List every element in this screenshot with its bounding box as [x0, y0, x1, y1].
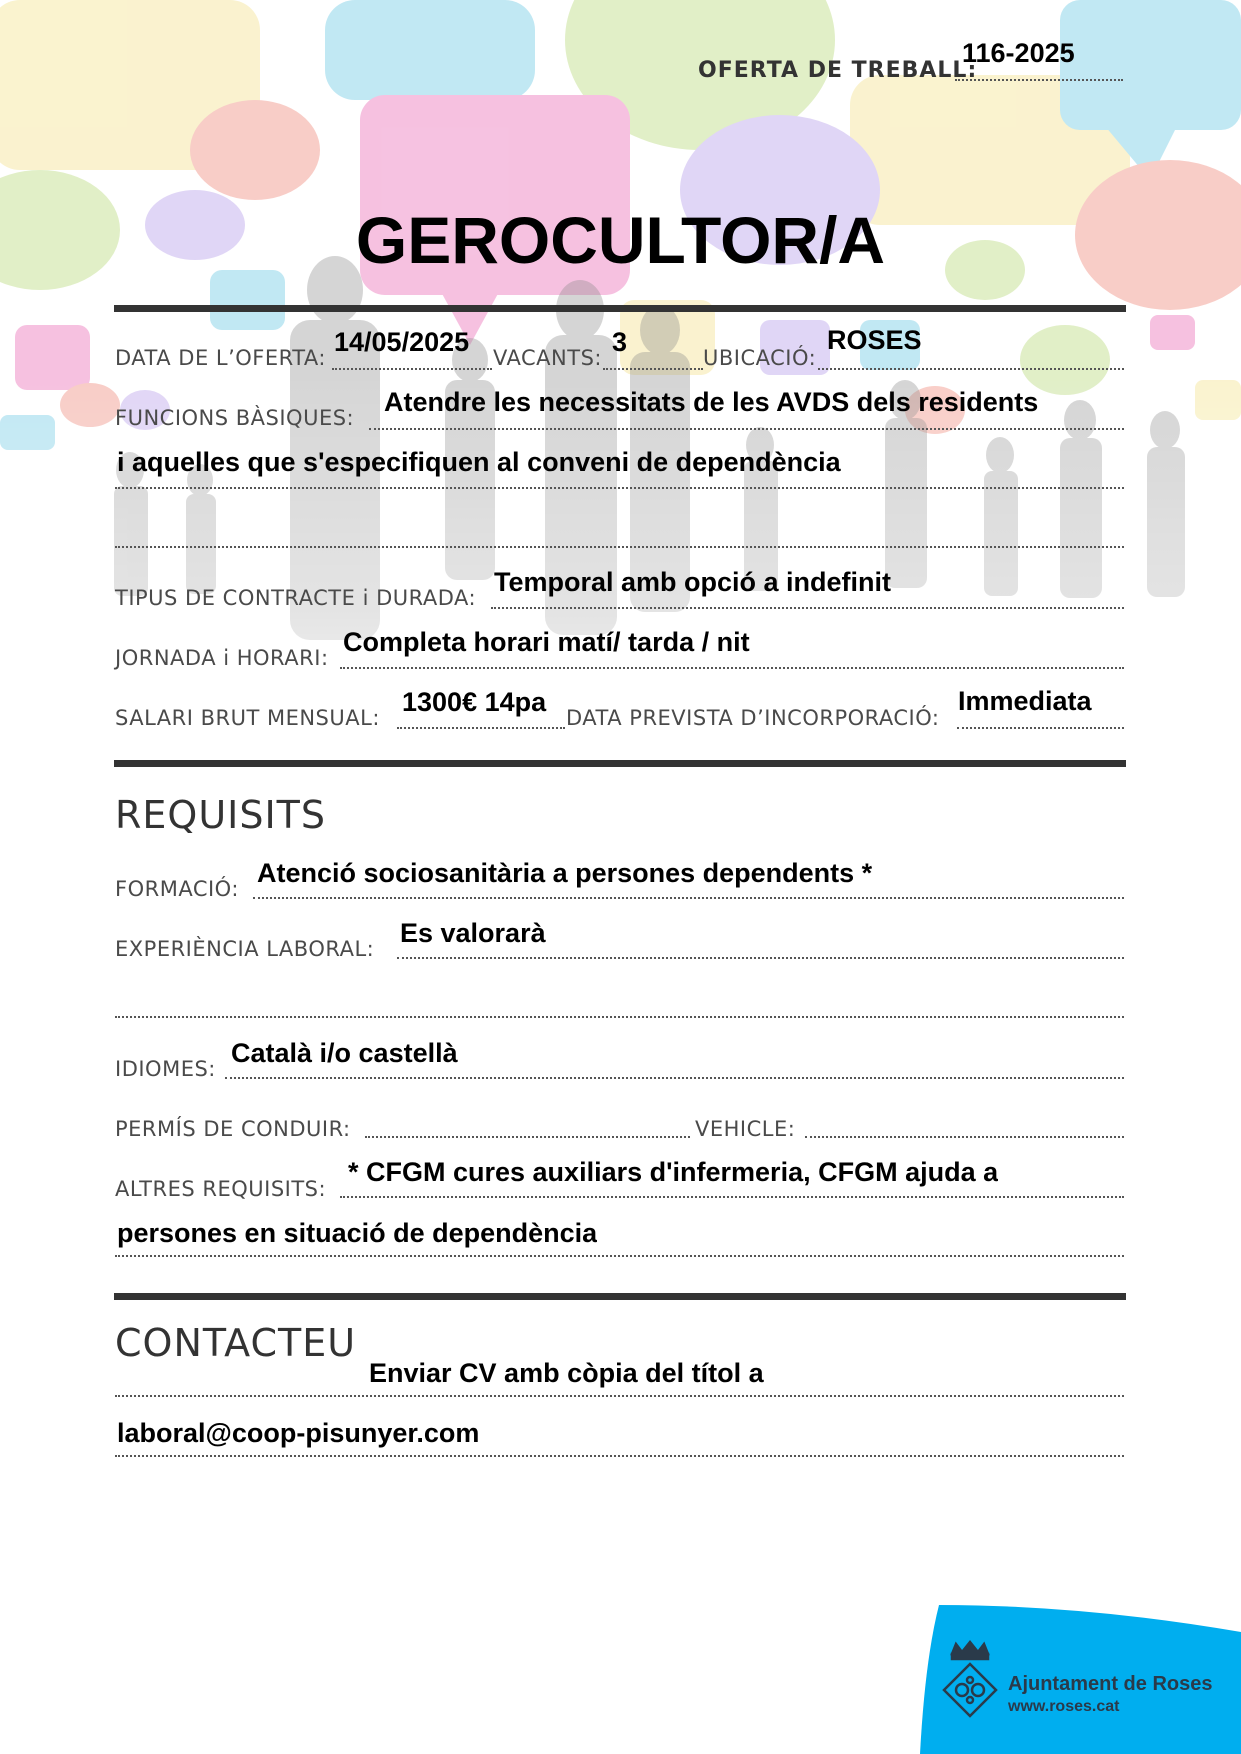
languages-dots: [225, 1077, 1124, 1079]
offer-number-value: 116-2025: [962, 38, 1075, 68]
offer-number-label: OFERTA DE TREBALL:: [698, 58, 978, 83]
contact-dots-1: [115, 1395, 1124, 1397]
contract-label: TIPUS DE CONTRACTE i DURADA:: [115, 586, 477, 610]
start-date-value: Immediata: [958, 686, 1092, 716]
other-requirements-label: ALTRES REQUISITS:: [115, 1177, 327, 1201]
salary-label: SALARI BRUT MENSUAL:: [115, 706, 380, 730]
location-label: UBICACIÓ:: [703, 346, 817, 370]
training-label: FORMACIÓ:: [115, 877, 239, 901]
footer-org-name: Ajuntament de Roses: [1008, 1673, 1213, 1695]
vacancies-dots: [603, 368, 703, 370]
other-requirements-dots-2: [115, 1255, 1124, 1257]
functions-dots-3: [115, 546, 1124, 548]
experience-dots: [397, 957, 1124, 959]
location-value: ROSES: [827, 325, 922, 355]
other-requirements-line-1: * CFGM cures auxiliars d'infermeria, CFGM ajuda a: [348, 1157, 999, 1187]
roses-coat-of-arms-icon: [938, 1640, 1002, 1720]
start-date-dots: [957, 727, 1124, 729]
schedule-value: Completa horari matí/ tarda / nit: [343, 627, 750, 657]
experience-dots-2: [115, 1016, 1124, 1018]
contract-dots: [491, 607, 1124, 609]
vehicle-dots: [805, 1136, 1124, 1138]
functions-line-2: i aquelles que s'especifiquen al conveni de dependència: [117, 447, 841, 477]
other-requirements-dots-1: [340, 1196, 1124, 1198]
functions-label: FUNCIONS BÀSIQUES:: [115, 406, 355, 430]
offer-date-label: DATA DE L’OFERTA:: [115, 346, 326, 370]
divider-top: [114, 305, 1126, 312]
driving-license-dots: [365, 1136, 690, 1138]
location-dots: [818, 368, 1124, 370]
salary-dots: [397, 727, 565, 729]
requirements-heading: REQUISITS: [115, 793, 327, 837]
other-requirements-line-2: persones en situació de dependència: [117, 1218, 598, 1248]
training-dots: [253, 897, 1124, 899]
offer-number-dots: [955, 79, 1123, 81]
offer-date-dots: [332, 368, 492, 370]
training-value: Atenció sociosanitària a persones dependents *: [257, 858, 873, 888]
contact-dots-2: [115, 1455, 1124, 1457]
contact-line-1: Enviar CV amb còpia del títol a: [369, 1358, 764, 1388]
start-date-label: DATA PREVISTA D’INCORPORACIÓ:: [566, 706, 940, 730]
experience-value: Es valorarà: [400, 918, 546, 948]
vehicle-label: VEHICLE:: [695, 1117, 796, 1141]
job-title: GEROCULTOR/A: [355, 203, 886, 277]
vacancies-value: 3: [612, 327, 628, 357]
functions-line-1: Atendre les necessitats de les AVDS dels residents: [384, 387, 1039, 417]
functions-dots-2: [115, 487, 1124, 489]
driving-license-label: PERMÍS DE CONDUIR:: [115, 1117, 351, 1141]
contact-email: laboral@coop-pisunyer.com: [117, 1418, 480, 1448]
schedule-label: JORNADA i HORARI:: [115, 646, 329, 670]
divider-bottom: [114, 1293, 1126, 1300]
contract-value: Temporal amb opció a indefinit: [494, 567, 892, 597]
contact-heading: CONTACTEU: [115, 1321, 357, 1365]
schedule-dots: [340, 667, 1124, 669]
divider-middle: [114, 760, 1126, 767]
vacancies-label: VACANTS:: [493, 346, 602, 370]
functions-dots-1: [369, 428, 1124, 430]
footer-website: www.roses.cat: [1008, 1698, 1120, 1715]
languages-value: Català i/o castellà: [231, 1038, 458, 1068]
experience-label: EXPERIÈNCIA LABORAL:: [115, 937, 375, 961]
salary-value: 1300€ 14pa: [402, 687, 547, 717]
languages-label: IDIOMES:: [115, 1057, 216, 1081]
offer-date-value: 14/05/2025: [334, 327, 470, 357]
